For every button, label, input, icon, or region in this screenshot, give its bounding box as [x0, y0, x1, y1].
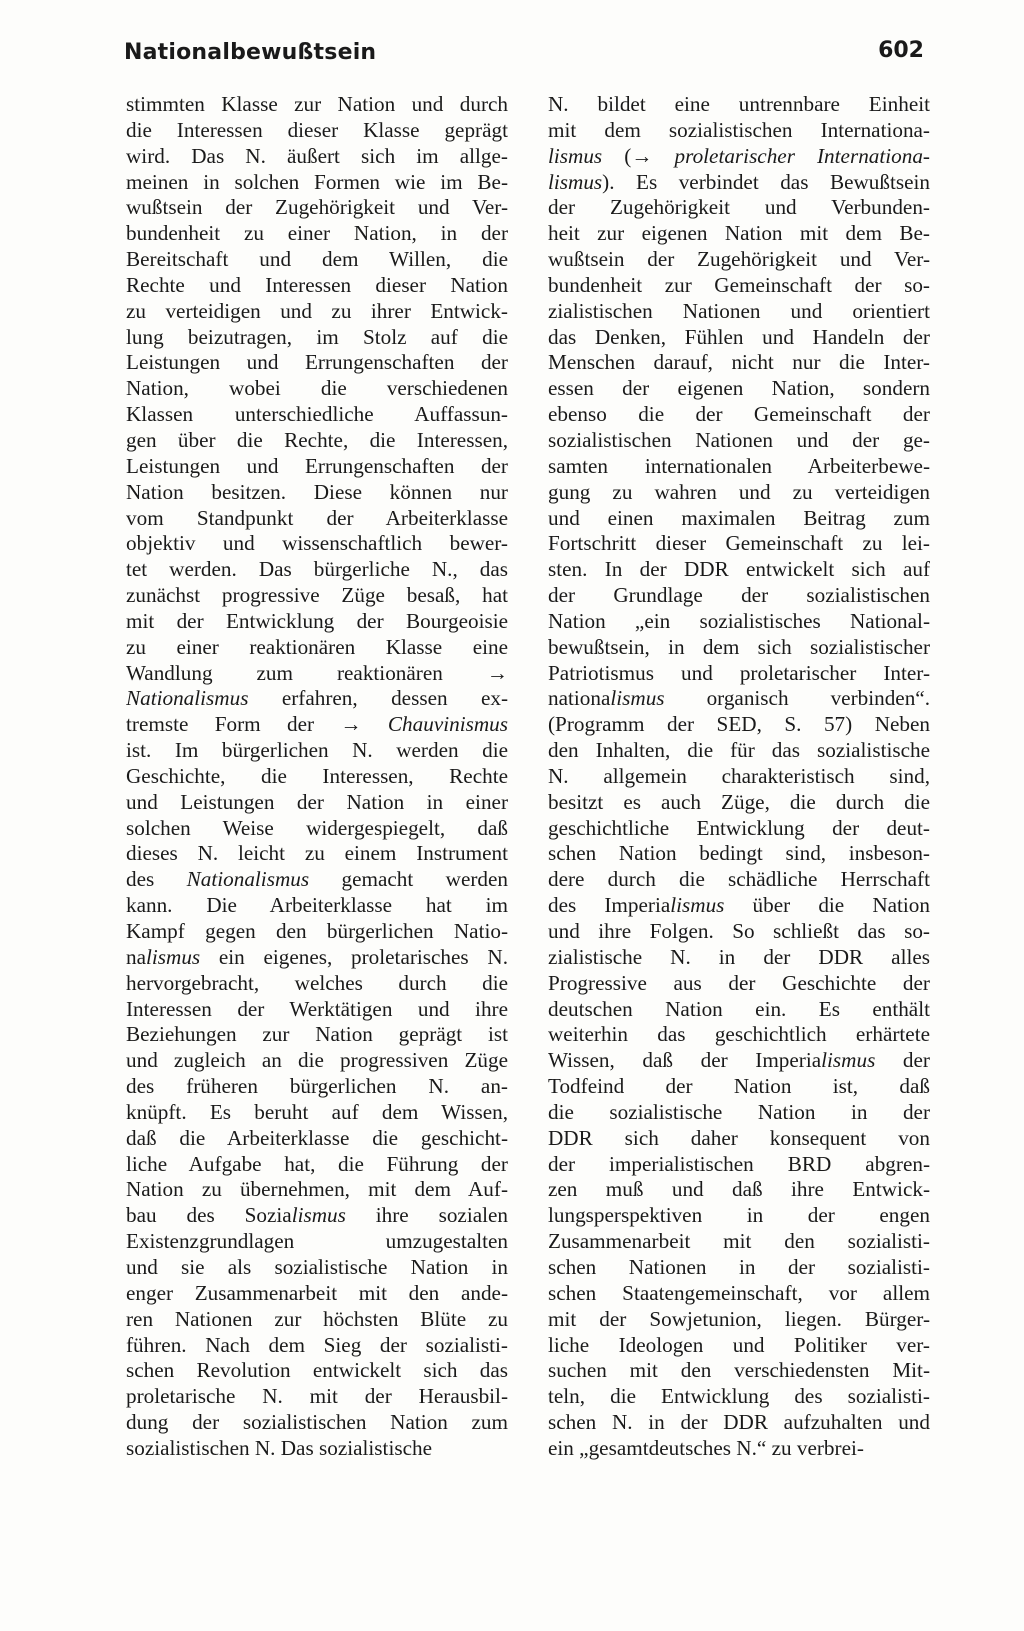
left-column-line: Rechte und Interessen dieser Nation	[126, 272, 508, 297]
left-column-line: Existenzgrundlagen umzugestalten	[126, 1229, 508, 1254]
right-column-line: lismus (→ proletarischer Internationa-	[548, 143, 930, 168]
right-column-line: zen muß und daß ihre Entwick-	[548, 1177, 930, 1202]
right-column-line: wußtsein der Zugehörigkeit und Ver-	[548, 247, 930, 272]
right-column-line: heit zur eigenen Nation mit dem Be-	[548, 221, 930, 246]
left-column-line: gen über die Rechte, die Interessen,	[126, 427, 508, 452]
left-column-line: und zugleich an die progressiven Züge	[126, 1048, 508, 1073]
right-column-line: essen der eigenen Nation, sondern	[548, 376, 930, 401]
left-column-line: zu verteidigen und zu ihrer Entwick-	[126, 298, 508, 323]
right-column-line: den Inhalten, die für das sozialistische	[548, 738, 930, 763]
right-column-line: das Denken, Fühlen und Handeln der	[548, 324, 930, 349]
right-column-line: und ihre Folgen. So schließt das so-	[548, 919, 930, 943]
left-column-line: hervorgebracht, welches durch die	[126, 970, 508, 995]
right-column-line: des Imperialismus über die Nation	[548, 893, 930, 918]
left-column-line: Beziehungen zur Nation geprägt ist	[126, 1022, 508, 1047]
left-column-line: bundenheit zu einer Nation, in der	[126, 221, 508, 246]
right-column-line: schen Staatengemeinschaft, vor allem	[548, 1280, 930, 1305]
right-column-line: Zusammenarbeit mit den sozialisti-	[548, 1229, 930, 1254]
left-column-line: und Leistungen der Nation in einer	[126, 789, 508, 814]
right-column-line: zialistische N. in der DDR alles	[548, 944, 930, 969]
right-column-line: schen N. in der DDR aufzuhalten und	[548, 1410, 930, 1435]
right-column-line: deutschen Nation ein. Es enthält	[548, 996, 930, 1021]
left-column-line: tet werden. Das bürgerliche N., das	[126, 557, 508, 582]
left-column-line: proletarische N. mit der Herausbil-	[126, 1384, 508, 1409]
right-column-line: teln, die Entwicklung des sozialisti-	[548, 1384, 930, 1409]
right-column-line: N. allgemein charakteristisch sind,	[548, 763, 930, 788]
right-column-line: gung zu wahren und zu verteidigen	[548, 479, 930, 504]
left-column-line: dung der sozialistischen Nation zum	[126, 1410, 508, 1435]
left-column-line: liche Aufgabe hat, die Führung der	[126, 1151, 508, 1176]
right-column-line: schen Nationen in der sozialisti-	[548, 1254, 930, 1279]
left-column-line: lung beizutragen, im Stolz auf die	[126, 324, 508, 349]
right-column-line: Progressive aus der Geschichte der	[548, 970, 930, 995]
right-column-line: schen Nation bedingt sind, insbeson-	[548, 841, 930, 866]
text-column-right	[548, 92, 930, 1462]
right-column-line: samten internationalen Arbeiterbewe-	[548, 453, 930, 478]
left-column-line: enger Zusammenarbeit mit den ande-	[126, 1280, 508, 1305]
left-column-line: ist. Im bürgerlichen N. werden die	[126, 738, 508, 763]
left-column-line: kann. Die Arbeiterklasse hat im	[126, 893, 508, 918]
left-column-line: zu einer reaktionären Klasse eine	[126, 634, 508, 659]
left-column-line: wird. Das N. äußert sich im allge-	[126, 143, 508, 168]
left-column-line: Nation, wobei die verschiedenen	[126, 376, 508, 401]
right-column-line: Fortschritt dieser Gemeinschaft zu lei-	[548, 531, 930, 556]
left-column-line: bau des Sozialismus ihre sozialen	[126, 1203, 508, 1228]
left-column-line: stimmten Klasse zur Nation und durch	[126, 92, 508, 116]
right-column-line: der Grundlage der sozialistischen	[548, 583, 930, 608]
right-column-line: liche Ideologen und Politiker ver-	[548, 1332, 930, 1357]
text-column-left	[126, 92, 508, 1462]
right-column-line: und einen maximalen Beitrag zum	[548, 505, 930, 530]
right-column-line: N. bildet eine untrennbare Einheit	[548, 92, 930, 116]
left-column-line: schen Revolution entwickelt sich das	[126, 1358, 508, 1383]
left-column-line: die Interessen dieser Klasse geprägt	[126, 117, 508, 142]
right-column-line: Patriotismus und proletarischer Inter-	[548, 660, 930, 685]
right-column-line: suchen mit den verschiedensten Mit-	[548, 1358, 930, 1383]
right-column-line: ein „gesamtdeutsches N.“ zu verbrei-	[548, 1435, 864, 1460]
right-column-line: mit dem sozialistischen Internationa-	[548, 117, 930, 142]
right-column-line: der Zugehörigkeit und Verbunden-	[548, 195, 930, 220]
left-column-line: solchen Weise widergespiegelt, daß	[126, 815, 508, 840]
left-column-line: Wandlung zum reaktionären →	[126, 660, 508, 685]
left-column-line: Nation besitzen. Diese können nur	[126, 479, 508, 504]
left-column-line: knüpft. Es beruht auf dem Wissen,	[126, 1099, 508, 1124]
left-column-line: objektiv und wissenschaftlich bewer-	[126, 531, 508, 556]
right-column-line: Wissen, daß der Imperialismus der	[548, 1048, 930, 1073]
left-column-line: Interessen der Werktätigen und ihre	[126, 996, 508, 1021]
right-column-line: mit der Sowjetunion, liegen. Bürger-	[548, 1306, 930, 1331]
left-column-line: des Nationalismus gemacht werden	[126, 867, 508, 892]
left-column-line: vom Standpunkt der Arbeiterklasse	[126, 505, 508, 530]
right-column-line: der imperialistischen BRD abgren-	[548, 1151, 930, 1176]
right-column-line: nationalismus organisch verbinden“.	[548, 686, 930, 711]
right-column-line: sozialistischen Nationen und der ge-	[548, 427, 930, 452]
right-column-line: sten. In der DDR entwickelt sich auf	[548, 557, 930, 582]
right-column-line: weiterhin das geschichtlich erhärtete	[548, 1022, 930, 1047]
left-column-line: tremste Form der → Chauvinismus	[126, 712, 508, 737]
left-column-line: Geschichte, die Interessen, Rechte	[126, 763, 508, 788]
left-column-line: dieses N. leicht zu einem Instrument	[126, 841, 508, 866]
left-column-line: mit der Entwicklung der Bourgeoisie	[126, 608, 508, 633]
right-column-line: Nation „ein sozialistisches National-	[548, 608, 930, 633]
left-column-line: Nationalismus erfahren, dessen ex-	[126, 686, 508, 711]
left-column-line: nalismus ein eigenes, proletarisches N.	[126, 944, 508, 969]
right-column-line: geschichtliche Entwicklung der deut-	[548, 815, 930, 840]
right-column-line: (Programm der SED, S. 57) Neben	[548, 712, 930, 737]
running-head-title: Nationalbewußtsein	[124, 40, 377, 65]
right-column-line: Todfeind der Nation ist, daß	[548, 1074, 930, 1099]
left-column-line: sozialistischen N. Das sozialistische	[126, 1435, 432, 1460]
left-column-line: und sie als sozialistische Nation in	[126, 1254, 508, 1279]
right-column-line: Menschen darauf, nicht nur die Inter-	[548, 350, 930, 375]
right-column-line: DDR sich daher konsequent von	[548, 1125, 930, 1150]
page-number: 602	[878, 38, 924, 63]
left-column-line: Klassen unterschiedliche Auffassun-	[126, 402, 508, 427]
left-column-line: Bereitschaft und dem Willen, die	[126, 247, 508, 272]
right-column-line: dere durch die schädliche Herrschaft	[548, 867, 930, 892]
right-column-line: lismus). Es verbindet das Bewußtsein	[548, 169, 930, 194]
left-column-line: ren Nationen zur höchsten Blüte zu	[126, 1306, 508, 1331]
left-column-line: des früheren bürgerlichen N. an-	[126, 1074, 508, 1099]
left-column-line: führen. Nach dem Sieg der sozialisti-	[126, 1332, 508, 1357]
left-column-line: Leistungen und Errungenschaften der	[126, 350, 508, 375]
left-column-line: wußtsein der Zugehörigkeit und Ver-	[126, 195, 508, 220]
right-column-line: die sozialistische Nation in der	[548, 1099, 930, 1124]
right-column-line: zialistischen Nationen und orientiert	[548, 298, 930, 323]
left-column-line: meinen in solchen Formen wie im Be-	[126, 169, 508, 194]
right-column-line: bewußtsein, in dem sich sozialistischer	[548, 634, 930, 659]
left-column-line: Nation zu übernehmen, mit dem Auf-	[126, 1177, 508, 1202]
left-column-line: zunächst progressive Züge besaß, hat	[126, 583, 508, 608]
left-column-line: Leistungen und Errungenschaften der	[126, 453, 508, 478]
right-column-line: bundenheit zur Gemeinschaft der so-	[548, 272, 930, 297]
left-column-line: Kampf gegen den bürgerlichen Natio-	[126, 919, 508, 943]
right-column-line: besitzt es auch Züge, die durch die	[548, 789, 930, 814]
right-column-line: lungsperspektiven in der engen	[548, 1203, 930, 1228]
right-column-line: ebenso die der Gemeinschaft der	[548, 402, 930, 427]
left-column-line: daß die Arbeiterklasse die geschicht-	[126, 1125, 508, 1150]
